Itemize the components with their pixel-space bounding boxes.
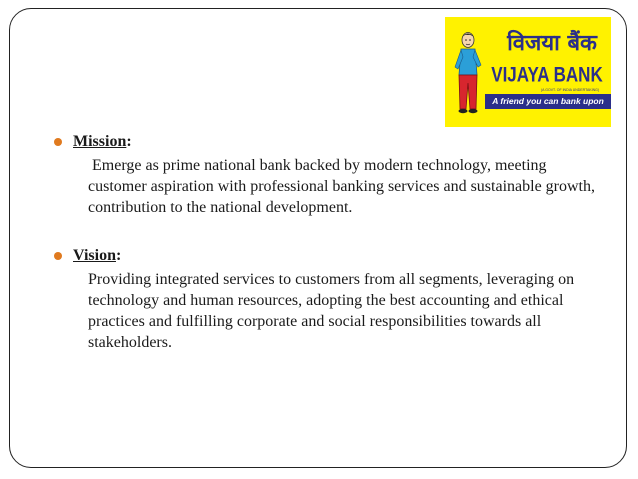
vision-heading-label: Vision	[73, 247, 116, 264]
logo-tagline-band	[485, 94, 611, 109]
bullet-icon	[54, 252, 62, 260]
logo-hindi-name: विजया बैंक	[507, 31, 597, 56]
mission-text: Emerge as prime national bank backed by modern technology, meeting customer aspiration with professional banking services and sustainable growth, contribution to the national development.	[88, 157, 595, 216]
slide-content	[73, 132, 613, 353]
vision-heading-colon: :	[115, 247, 122, 264]
vijaya-bank-logo	[445, 17, 611, 127]
logo-tagline: A friend you can bank upon	[492, 96, 604, 106]
mascot-figure-icon	[453, 31, 483, 115]
mission-heading-colon: :	[126, 133, 132, 150]
logo-small-text: (A GOVT. OF INDIA UNDERTAKING)	[541, 88, 600, 92]
mission-heading-label: Mission	[73, 133, 127, 150]
mission-section	[73, 132, 613, 218]
mission-heading	[73, 132, 613, 152]
bullet-icon	[54, 138, 62, 146]
logo-english-name: VIJAYA BANK	[491, 62, 603, 87]
vision-heading	[73, 246, 613, 266]
vision-text: Providing integrated services to customers from all segments, leveraging on technology and human resources, adopting the best accounting and ethical practices and fulfilling corporate and social responsibilities towards all stakeholders.	[88, 271, 575, 351]
vision-section	[73, 246, 613, 353]
